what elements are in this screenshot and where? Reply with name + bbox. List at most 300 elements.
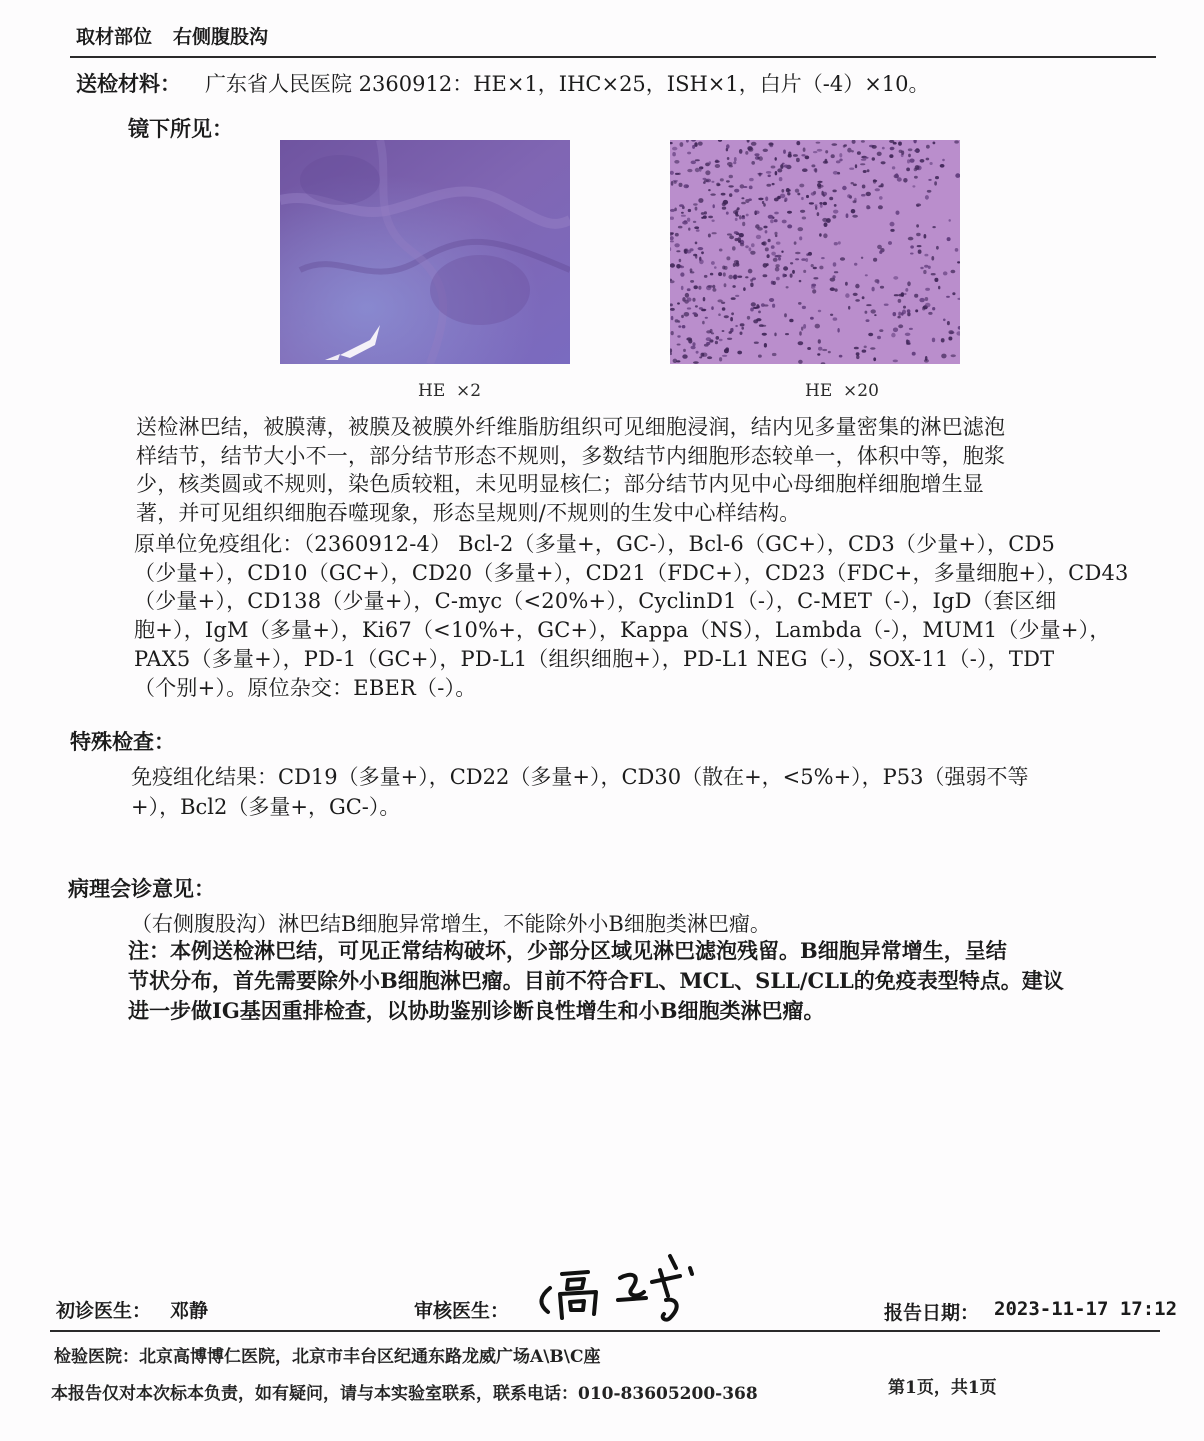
nucleus-dot [947, 237, 951, 241]
microscopy-heading: 镜下所见： [128, 116, 233, 141]
nucleus-dot [828, 351, 831, 353]
nucleus-dot [698, 142, 703, 146]
nucleus-dot [705, 170, 710, 175]
nucleus-dot [823, 202, 827, 206]
nucleus-dot [706, 342, 710, 345]
nucleus-dot [808, 252, 812, 256]
nucleus-dot [893, 276, 898, 280]
he-high-mag-caption: HE ×20 [805, 381, 879, 401]
nucleus-dot [722, 307, 726, 311]
nucleus-dot [732, 285, 735, 288]
nucleus-dot [695, 242, 698, 245]
nucleus-dot [818, 347, 822, 351]
nucleus-dot [867, 169, 870, 172]
nucleus-dot [749, 178, 754, 181]
nucleus-dot [928, 179, 931, 181]
nucleus-dot [692, 298, 695, 302]
nucleus-dot [947, 321, 950, 325]
nucleus-dot [787, 211, 792, 214]
footer-divider [50, 1330, 1160, 1332]
nucleus-dot [818, 186, 822, 189]
nucleus-dot [920, 267, 923, 269]
ihc-results [134, 530, 1146, 702]
nucleus-dot [775, 267, 780, 272]
nucleus-dot [693, 254, 697, 257]
nucleus-dot [693, 203, 698, 205]
nucleus-dot [931, 256, 934, 261]
nucleus-dot [682, 354, 687, 358]
nucleus-dot [882, 147, 885, 150]
nucleus-dot [746, 214, 749, 217]
nucleus-dot [875, 188, 880, 191]
initial-doctor-label: 初诊医生： [56, 1300, 152, 1322]
nucleus-dot [754, 342, 759, 344]
nucleus-dot [830, 314, 833, 316]
nucleus-dot [801, 154, 805, 156]
nucleus-dot [811, 285, 815, 289]
nucleus-dot [758, 198, 763, 201]
nucleus-dot [763, 274, 768, 277]
nucleus-dot [738, 276, 743, 278]
nucleus-dot [873, 357, 876, 361]
reviewer-label: 审核医生： [414, 1300, 510, 1322]
nucleus-dot [733, 275, 736, 280]
nucleus-dot [703, 297, 706, 301]
nucleus-dot [864, 157, 868, 159]
nucleus-dot [704, 179, 709, 182]
nucleus-dot [764, 343, 767, 348]
nucleus-dot [685, 293, 689, 298]
nucleus-dot [733, 161, 736, 164]
nucleus-dot [863, 170, 867, 173]
nucleus-dot [677, 335, 680, 337]
nucleus-dot [711, 181, 714, 183]
nucleus-dot [735, 325, 738, 327]
nucleus-dot [670, 308, 675, 311]
he-high-mag-image [670, 140, 960, 364]
nucleus-dot [834, 204, 837, 207]
nucleus-dot [783, 266, 788, 270]
nucleus-dot [801, 327, 803, 331]
nucleus-dot [884, 304, 889, 306]
nucleus-dot [757, 227, 763, 231]
nucleus-dot [899, 150, 903, 153]
nucleus-dot [893, 312, 897, 316]
special-line: +），Bcl2（多量+，GC-）。 [131, 795, 401, 819]
nucleus-dot [756, 318, 761, 321]
nucleus-dot [796, 141, 800, 145]
nucleus-dot [833, 317, 838, 320]
nucleus-dot [898, 324, 903, 328]
footer-disclaimer-line: 本报告仅对本次标本负责，如有疑问，请与本实验室联系，联系电话：010-83605200-368 [51, 1384, 758, 1404]
nucleus-dot [716, 183, 720, 187]
nucleus-dot [798, 360, 803, 364]
nucleus-dot [751, 302, 756, 306]
nucleus-dot [847, 148, 851, 153]
nucleus-dot [722, 202, 726, 206]
nucleus-dot [695, 168, 700, 172]
nucleus-dot [728, 185, 733, 187]
handwritten-signature [520, 1248, 710, 1324]
nucleus-dot [686, 337, 692, 340]
nucleus-dot [891, 333, 895, 338]
nucleus-dot [750, 251, 755, 255]
nucleus-dot [916, 205, 919, 207]
nucleus-dot [747, 316, 750, 320]
nucleus-dot [765, 247, 769, 251]
nucleus-dot [909, 159, 914, 163]
nucleus-dot [797, 193, 800, 196]
nucleus-dot [903, 178, 907, 183]
nucleus-dot [933, 142, 936, 145]
nucleus-dot [793, 154, 798, 157]
nucleus-dot [768, 239, 771, 243]
nucleus-dot [723, 272, 726, 276]
nucleus-dot [672, 152, 676, 156]
nucleus-dot [721, 302, 725, 304]
nucleus-dot [813, 151, 817, 153]
nucleus-dot [842, 186, 847, 190]
nucleus-dot [748, 198, 752, 201]
nucleus-dot [711, 261, 715, 265]
nucleus-dot [681, 212, 684, 214]
nucleus-dot [833, 210, 838, 214]
special-results [131, 762, 1131, 822]
nucleus-dot [798, 227, 804, 231]
nucleus-dot [698, 198, 703, 203]
nucleus-dot [819, 202, 822, 205]
nucleus-dot [854, 347, 859, 350]
nucleus-dot [907, 281, 911, 286]
nucleus-dot [920, 159, 925, 163]
nucleus-dot [695, 207, 698, 211]
nucleus-dot [855, 284, 859, 289]
nucleus-dot [810, 317, 814, 320]
sample-site-label: 取材部位 [76, 26, 153, 48]
description-line: 著，并可见组织细胞吞噬现象，形态呈规则/不规则的生发中心样结构。 [136, 501, 801, 526]
nucleus-dot [880, 286, 884, 289]
nucleus-dot [722, 207, 726, 210]
nucleus-dot [821, 257, 825, 259]
nucleus-dot [734, 157, 737, 162]
nucleus-dot [908, 148, 913, 151]
nucleus-dot [916, 233, 921, 236]
nucleus-dot [786, 286, 789, 288]
nucleus-dot [815, 168, 818, 173]
nucleus-dot [865, 274, 868, 276]
nucleus-dot [726, 144, 730, 149]
nucleus-dot [735, 214, 739, 216]
nucleus-dot [756, 235, 761, 239]
nucleus-dot [833, 171, 838, 175]
nucleus-dot [695, 305, 698, 307]
nucleus-dot [771, 245, 775, 249]
special-heading: 特殊检查： [70, 729, 175, 754]
nucleus-dot [847, 194, 851, 198]
nucleus-dot [675, 233, 679, 237]
opinion-note [128, 936, 1158, 1026]
nucleus-dot [680, 266, 684, 269]
note-line: 注：本例送检淋巴结，可见正常结构破坏，少部分区域见淋巴滤泡残留。B细胞异常增生，呈结 [128, 938, 1007, 963]
nucleus-dot [676, 360, 680, 362]
nucleus-dot [737, 207, 740, 210]
nucleus-dot [784, 313, 787, 317]
nucleus-dot [831, 154, 835, 158]
nucleus-dot [774, 232, 777, 235]
nucleus-dot [941, 338, 945, 342]
nucleus-dot [787, 224, 792, 228]
nucleus-dot [708, 216, 713, 219]
nucleus-dot [768, 175, 771, 178]
he-low-mag-graphic [280, 140, 570, 364]
nucleus-dot [894, 294, 899, 296]
nucleus-dot [682, 325, 686, 328]
nucleus-dot [770, 219, 774, 223]
nucleus-dot [866, 304, 871, 306]
nucleus-dot [924, 359, 929, 363]
nucleus-dot [740, 184, 745, 188]
ihc-line: （少量+），CD138（少量+），C-myc（<20%+），CyclinD1（-），C-MET（-），IgD（套区细 [134, 589, 1057, 614]
nucleus-dot [845, 293, 849, 298]
nucleus-dot [949, 219, 951, 222]
nucleus-dot [855, 299, 860, 302]
nucleus-dot [708, 189, 711, 191]
nucleus-dot [722, 330, 725, 332]
nucleus-dot [774, 198, 779, 202]
nucleus-dot [914, 294, 918, 298]
nucleus-dot [772, 183, 775, 185]
nucleus-dot [890, 222, 895, 227]
nucleus-dot [757, 157, 759, 160]
nucleus-dot [687, 297, 692, 301]
nucleus-dot [936, 246, 939, 250]
nucleus-dot [832, 190, 836, 193]
nucleus-dot [772, 353, 777, 356]
nucleus-dot [681, 315, 684, 318]
nucleus-dot [712, 285, 715, 289]
nucleus-dot [895, 173, 898, 178]
nucleus-dot [905, 333, 911, 336]
nucleus-dot [735, 263, 739, 267]
nucleus-dot [771, 252, 776, 256]
nucleus-dot [719, 357, 722, 361]
nucleus-dot [739, 215, 741, 219]
nucleus-dot [688, 209, 691, 212]
nucleus-dot [802, 217, 806, 220]
nucleus-dot [726, 212, 729, 215]
nucleus-dot [926, 158, 930, 161]
nucleus-dot [910, 253, 914, 255]
nucleus-dot [716, 336, 720, 340]
nucleus-dot [865, 311, 868, 314]
nucleus-dot [766, 184, 771, 187]
nucleus-dot [860, 163, 865, 165]
nucleus-dot [907, 309, 911, 313]
nucleus-dot [699, 356, 702, 358]
nucleus-dot [803, 270, 806, 273]
nucleus-dot [748, 269, 753, 274]
report-date-value: 2023-11-17 17:12 [994, 1298, 1178, 1320]
nucleus-dot [861, 194, 866, 197]
nucleus-dot [906, 339, 909, 343]
nucleus-dot [702, 353, 707, 357]
nucleus-dot [710, 273, 713, 276]
nucleus-dot [872, 157, 875, 160]
nucleus-dot [873, 179, 876, 184]
reviewer-signature [520, 1248, 710, 1324]
nucleus-dot [701, 212, 705, 215]
nucleus-dot [740, 243, 744, 246]
he-low-mag-caption: HE ×2 [418, 381, 482, 401]
nucleus-dot [789, 319, 793, 323]
nucleus-dot [681, 286, 684, 290]
nucleus-dot [802, 168, 808, 172]
nucleus-dot [943, 271, 948, 275]
nucleus-dot [704, 275, 708, 278]
nucleus-dot [715, 160, 720, 163]
nucleus-dot [942, 159, 945, 161]
nucleus-dot [735, 295, 739, 297]
nucleus-dot [897, 177, 902, 181]
nucleus-dot [758, 311, 761, 314]
nucleus-dot [934, 181, 937, 185]
nucleus-dot [730, 317, 733, 321]
nucleus-dot [765, 230, 768, 233]
nucleus-dot [707, 285, 712, 288]
nucleus-dot [846, 213, 849, 218]
nucleus-dot [871, 309, 876, 313]
nucleus-dot [817, 149, 823, 152]
nucleus-dot [782, 273, 785, 277]
nucleus-dot [691, 161, 696, 165]
nucleus-dot [687, 152, 691, 155]
nucleus-dot [731, 312, 734, 315]
nucleus-dot [775, 235, 778, 237]
nucleus-dot [758, 355, 762, 358]
nucleus-dot [868, 333, 873, 336]
nucleus-dot [840, 257, 845, 261]
nucleus-dot [751, 243, 755, 247]
nucleus-dot [755, 211, 760, 215]
nucleus-dot [737, 351, 742, 355]
nucleus-dot [861, 257, 863, 259]
nucleus-dot [914, 150, 919, 152]
nucleus-dot [839, 159, 842, 162]
nucleus-dot [774, 212, 779, 215]
nucleus-dot [710, 193, 715, 195]
nucleus-dot [777, 168, 782, 172]
nucleus-dot [878, 205, 883, 209]
nucleus-dot [756, 304, 759, 309]
nucleus-dot [892, 166, 895, 169]
nucleus-dot [714, 266, 717, 269]
nucleus-dot [912, 352, 916, 356]
nucleus-dot [729, 175, 733, 179]
nucleus-dot [819, 233, 822, 236]
nucleus-dot [879, 251, 882, 254]
nucleus-dot [794, 241, 797, 244]
nucleus-dot [676, 250, 680, 252]
nucleus-dot [893, 142, 897, 145]
nucleus-dot [867, 206, 870, 209]
nucleus-dot [813, 267, 817, 269]
nucleus-dot [845, 282, 848, 286]
nucleus-dot [938, 286, 940, 290]
nucleus-dot [779, 177, 783, 181]
nucleus-dot [679, 183, 683, 187]
nucleus-dot [679, 204, 684, 207]
nucleus-dot [807, 347, 811, 350]
nucleus-dot [839, 355, 843, 358]
nucleus-dot [745, 276, 748, 278]
nucleus-dot [813, 277, 818, 279]
nucleus-dot [726, 256, 730, 260]
nucleus-dot [798, 341, 804, 345]
nucleus-dot [948, 330, 953, 334]
nucleus-dot [682, 297, 685, 302]
nucleus-dot [722, 266, 725, 270]
nucleus-dot [817, 212, 820, 216]
nucleus-dot [931, 273, 936, 275]
nucleus-dot [727, 338, 732, 340]
nucleus-dot [816, 142, 821, 144]
nucleus-dot [908, 237, 914, 241]
nucleus-dot [851, 209, 856, 213]
nucleus-dot [680, 142, 684, 147]
nucleus-dot [799, 184, 804, 188]
nucleus-dot [951, 270, 956, 274]
nucleus-dot [862, 350, 867, 353]
nucleus-dot [898, 312, 901, 316]
nucleus-dot [833, 262, 837, 266]
nucleus-dot [790, 274, 793, 278]
submitted-label: 送检材料： [76, 71, 181, 96]
nucleus-dot [696, 229, 700, 232]
nucleus-dot [924, 254, 928, 257]
nucleus-dot [765, 197, 768, 202]
nucleus-dot [696, 351, 699, 354]
nucleus-dot [721, 193, 726, 196]
nucleus-dot [731, 328, 734, 332]
nucleus-dot [759, 173, 762, 177]
nucleus-dot [792, 270, 795, 274]
header-divider [70, 56, 1156, 58]
nucleus-dot [912, 185, 915, 187]
nucleus-dot [866, 192, 871, 196]
nucleus-dot [748, 147, 753, 152]
nucleus-dot [925, 303, 931, 308]
opinion-diagnosis: （右侧腹股沟）淋巴结B细胞异常增生，不能除外小B细胞类淋巴瘤。 [131, 912, 771, 936]
report-date-label: 报告日期： [884, 1302, 980, 1324]
nucleus-dot [701, 251, 704, 254]
nucleus-dot [693, 221, 696, 223]
nucleus-dot [844, 144, 847, 146]
nucleus-dot [795, 252, 801, 254]
nucleus-dot [750, 279, 753, 282]
ihc-line: （个别+）。原位杂交：EBER（-）。 [134, 675, 477, 700]
nucleus-dot [854, 263, 857, 266]
nucleus-dot [925, 288, 930, 291]
nucleus-dot [888, 241, 892, 245]
nucleus-dot [954, 140, 959, 143]
nucleus-dot [795, 189, 799, 193]
nucleus-dot [679, 259, 682, 262]
nucleus-dot [719, 249, 723, 252]
nucleus-dot [811, 264, 814, 267]
nucleus-dot [835, 288, 838, 291]
nucleus-dot [946, 296, 950, 298]
nucleus-dot [698, 247, 704, 250]
